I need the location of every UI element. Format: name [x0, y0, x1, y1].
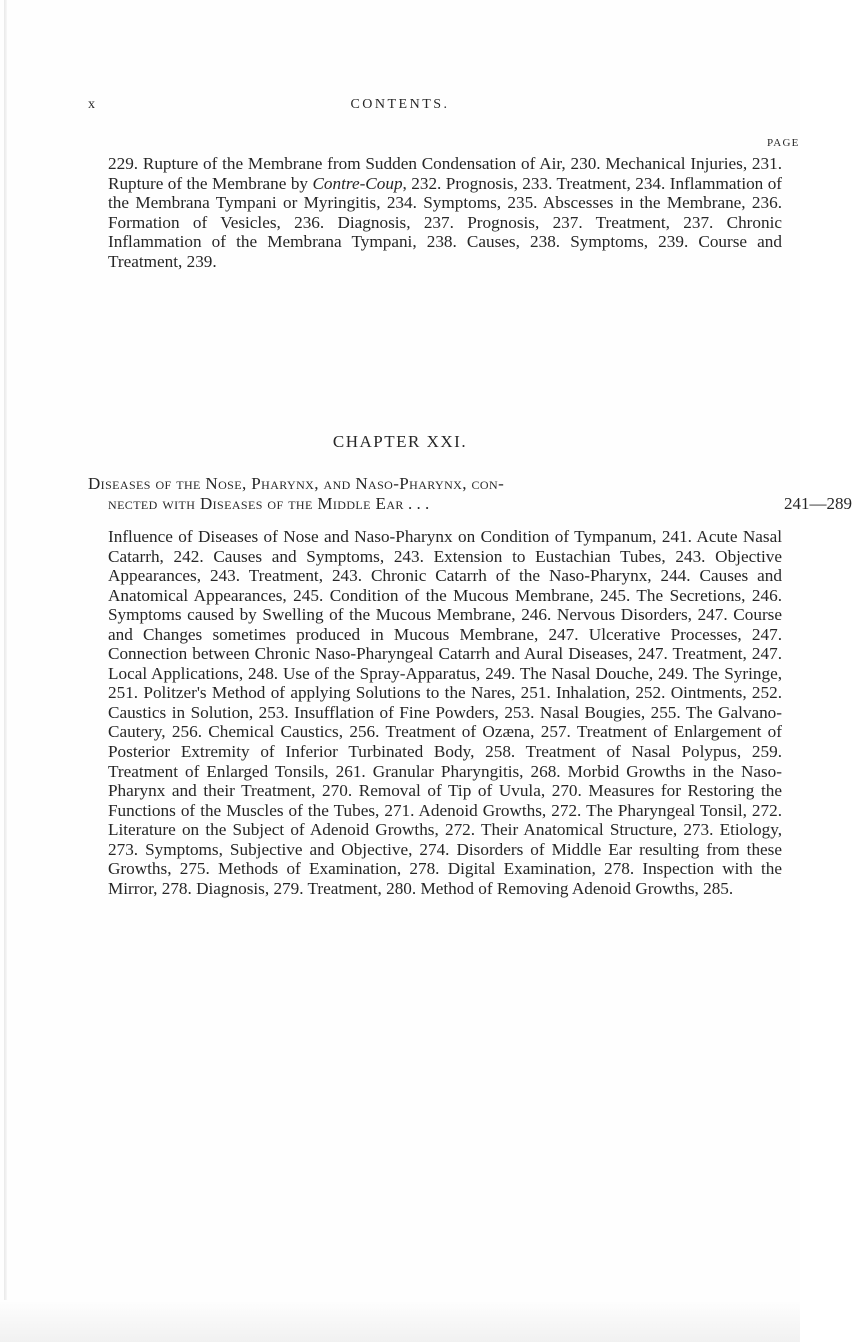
chapter-heading: CHAPTER XXI.	[332, 432, 468, 451]
chapter-xx-text-italic: Contre-Coup	[312, 173, 403, 193]
chapter-title-line-1: Diseases of the Nose, Pharynx, and Naso-Pharynx, con-	[88, 474, 505, 493]
chapter-title-line-2: nected with Diseases of the Middle Ear	[108, 494, 404, 513]
chapter-title-leader: . . .	[403, 494, 430, 513]
chapter-xx-contents-paragraph	[108, 154, 782, 272]
chapter-page-range: 241—289	[784, 494, 852, 513]
page-number: x	[88, 97, 96, 112]
page-bottom-shadow	[0, 1300, 800, 1342]
page-left-shadow	[4, 0, 7, 1342]
page-column-label: PAGE	[767, 137, 800, 149]
chapter-xx-text-part-a: 229. Rupture of the Membrane from Sudden Condensation of Air, 230. Mechanical Injuries, 231. Rupture of the Membrane by	[108, 154, 782, 193]
running-head	[0, 97, 800, 117]
chapter-title	[88, 474, 852, 514]
running-title: CONTENTS.	[350, 97, 450, 112]
chapter-xx-text-part-b: , 232. Prognosis, 233. Treatment, 234. Inflammation of the Membrana Tympani or Myringitis, 234. Symptoms, 235. Abscesses in the Membrane, 236. Formation of Vesicles, 236. Diagnosis, 237. Prognosis, 237. Treatment, 237. Chronic Inflammation of the Membrana Tympani, 238. Causes, 238. Symptoms, 239. Course and Treatment, 239.	[108, 173, 783, 271]
chapter-xxi-contents-paragraph: Influence of Diseases of Nose and Naso-Pharynx on Condition of Tympanum, 241. Acute Nasal Catarrh, 242. Causes and Symptoms, 243. Extension to Eustachian Tubes, 243. Objective Appearances, 243. Treatment, 243. Chronic Catarrh of the Naso-Pharynx, 244. Causes and Anatomical Appearances, 245. Condition of the Mucous Membrane, 245. The Secretions, 246. Symptoms caused by Swelling of the Mucous Membrane, 246. Nervous Disorders, 247. Course and Changes sometimes produced in Mucous Membrane, 247. Ulcerative Processes, 247. Connection between Chronic Naso-Pharyngeal Catarrh and Aural Diseases, 247. Treatment, 247. Local Applications, 248. Use of the Spray-Apparatus, 249. The Nasal Douche, 249. The Syringe, 251. Politzer's Method of applying Solutions to the Nares, 251. Inhalation, 252. Ointments, 252. Caustics in Solution, 253. Insufflation of Fine Powders, 253. Nasal Bougies, 255. The Galvano-Cautery, 256. Chemical Caustics, 256. Treatment of Ozæna, 257. Treatment of Enlargement of Posterior Extremity of Inferior Turbinated Body, 258. Treatment of Nasal Polypus, 259. Treatment of Enlarged Tonsils, 261. Granular Pharyngitis, 268. Morbid Growths in the Naso-Pharynx and their Treatment, 270. Removal of Tip of Uvula, 270. Measures for Restoring the Functions of the Muscles of the Tubes, 271. Adenoid Growths, 272. The Pharyngeal Tonsil, 272. Literature on the Subject of Adenoid Growths, 272. Their Anatomical Structure, 273. Etiology, 273. Symptoms, Subjective and Objective, 274. Disorders of Middle Ear resulting from these Growths, 275. Methods of Examination, 278. Digital Examination, 278. Inspection with the Mirror, 278. Diagnosis, 279. Treatment, 280. Method of Removing Adenoid Growths, 285.	[108, 527, 782, 898]
